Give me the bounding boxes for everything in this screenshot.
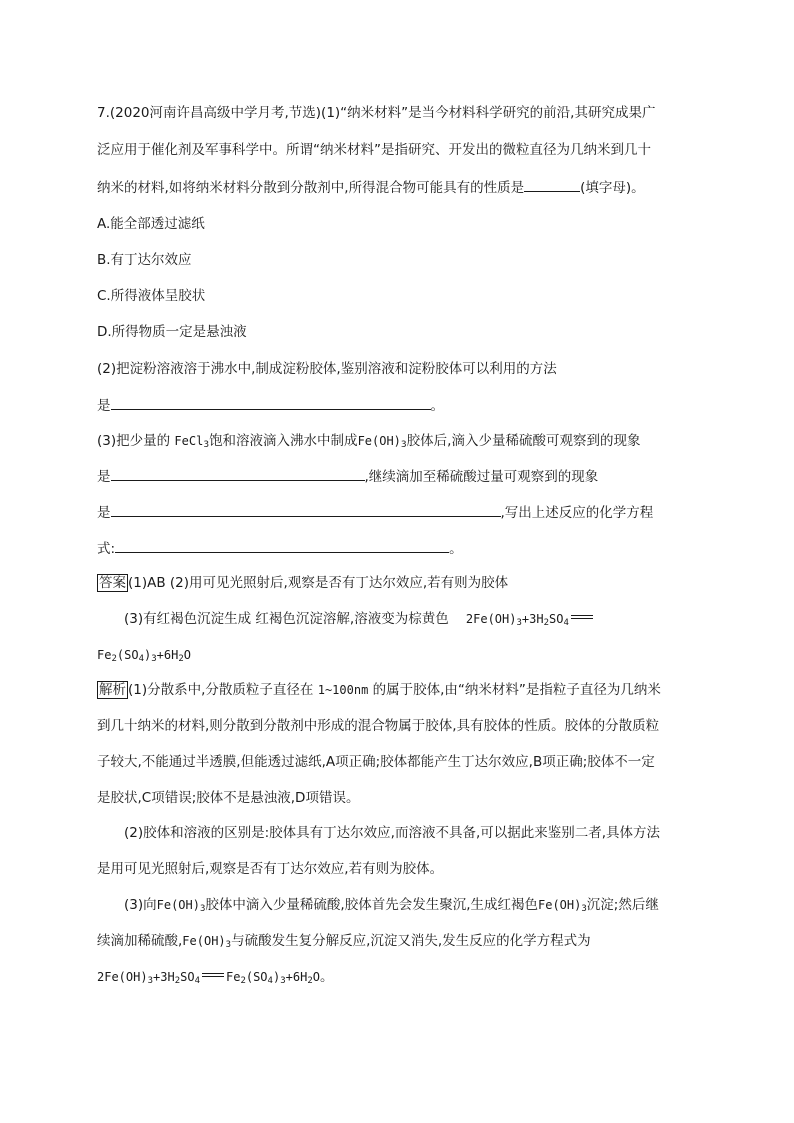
question-3-line-3: 是 ,写出上述反应的化学方程 bbox=[97, 502, 653, 523]
answer-blank-4 bbox=[111, 502, 501, 517]
question-3-line-4: 式: 。 bbox=[97, 538, 463, 559]
analysis-line-8: 续滴加稀硫酸$,Fe(OH)_3$与硫酸发生复分解反应,沉淀又消失,发生反应的化学方程式为 bbox=[97, 933, 591, 950]
option-d: D.所得物质一定是悬浊液 bbox=[97, 324, 247, 340]
question-3-line-1: (3)把少量的 FeCl$_3$饱和溶液滴入沸水中制成$Fe(OH)_3$胶体后,滴入少量稀硫酸可观察到的现象 bbox=[97, 433, 641, 450]
analysis-line-7: (3)向$Fe(OH)_3$胶体中滴入少量稀硫酸,胶体首先会发生聚沉,生成红褐色$Fe(OH)_3$沉淀;然后继 bbox=[124, 897, 659, 914]
question-2-line-2: 是 。 bbox=[97, 395, 444, 416]
analysis-line-5: (2)胶体和溶液的区别是:胶体具有丁达尔效应,而溶液不具备,可以据此来鉴别二者,具体方法 bbox=[124, 825, 661, 841]
option-c: C.所得液体呈胶状 bbox=[97, 288, 206, 304]
option-a: A.能全部透过滤纸 bbox=[97, 216, 205, 232]
equals-sign bbox=[202, 973, 224, 977]
answer-blank-2 bbox=[111, 395, 431, 410]
analysis-line-3: 子较大,不能通过半透膜,但能透过滤纸,A项正确;胶体都能产生丁达尔效应,B项正确;胶体不一定 bbox=[97, 754, 655, 770]
question-line-2: 泛应用于催化剂及军事科学中。所谓“纳米材料”是指研究、开发出的微粒直径为几纳米到几十 bbox=[97, 142, 651, 158]
question-3-line-2: 是 ,继续滴加至稀硫酸过量可观察到的现象 bbox=[97, 466, 598, 487]
answer-line-3: $Fe_2(SO_4)_3+6H_2O$ bbox=[97, 648, 191, 664]
question-line-1: 7.(2020河南许昌高级中学月考,节选)(1)“纳米材料”是当今材料科学研究的前沿,其研究成果广 bbox=[97, 105, 656, 121]
analysis-tag: 解析 bbox=[99, 682, 126, 698]
analysis-line-4: 是胶状,C项错误;胶体不是悬浊液,D项错误。 bbox=[97, 790, 360, 806]
analysis-line-6: 是用可见光照射后,观察是否有丁达尔效应,若有则为胶体。 bbox=[97, 861, 444, 877]
answer-line-1: 答案 (1)AB (2)用可见光照射后,观察是否有丁达尔效应,若有则为胶体 bbox=[99, 575, 509, 591]
analysis-line-9: $2Fe(OH)_3+3H_2SO_4$ $Fe_2(SO_4)_3+6H_2O$。 bbox=[97, 969, 334, 986]
question-2-line-1: (2)把淀粉溶液溶于沸水中,制成淀粉胶体,鉴别溶液和淀粉胶体可以利用的方法 bbox=[97, 361, 557, 377]
answer-blank-5 bbox=[115, 538, 449, 553]
analysis-line-2: 到几十纳米的材料,则分散到分散剂中形成的混合物属于胶体,具有胶体的性质。胶体的分散质粒 bbox=[97, 718, 660, 734]
answer-tag: 答案 bbox=[99, 575, 126, 591]
answer-line-2: (3)有红褐色沉淀生成 红褐色沉淀溶解,溶液变为棕黄色 $2Fe(OH)_3+3H_2SO_4$ bbox=[124, 609, 595, 629]
question-line-3: 纳米的材料,如将纳米材料分散到分散剂中,所得混合物可能具有的性质是 (填字母)。 bbox=[97, 177, 645, 198]
answer-blank-1 bbox=[524, 177, 580, 192]
option-b: B.有丁达尔效应 bbox=[97, 252, 192, 268]
answer-blank-3 bbox=[111, 466, 365, 481]
analysis-line-1: 解析 (1)分散系中,分散质粒子直径在 1~100nm 的属于胶体,由“纳米材料”是指粒子直径为几纳米 bbox=[99, 682, 661, 698]
equals-sign bbox=[571, 615, 593, 619]
